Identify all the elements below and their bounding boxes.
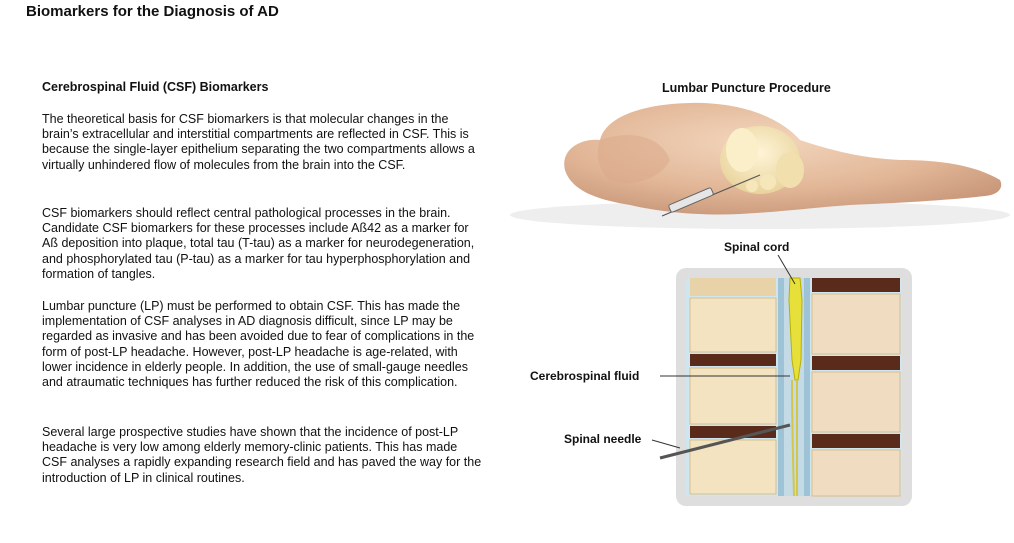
section-heading: Cerebrospinal Fluid (CSF) Biomarkers [42,80,269,94]
needle-leader [652,440,680,448]
label-spinal-cord: Spinal cord [724,240,790,254]
right-vertebrae [812,278,900,496]
label-csf: Cerebrospinal fluid [530,369,640,383]
label-spinal-needle: Spinal needle [564,432,642,446]
paragraph-3: Lumbar puncture (LP) must be performed to obtain CSF. This has made the implementation of CSF analyses in AD diagnosis difficult, since LP may be regarded as invasive and has been avoided due to fear of complications in the form of post-LP headache. However, post-LP headache is age-related, with lower incidence in elderly people. In addition, the use of small-gauge needles and atraumatic techniques has further reduced the risk of this complication. [42,299,475,390]
paragraph-2: CSF biomarkers should reflect central pathological processes in the brain. Candidate CSF biomarkers for these processes include Aß42 as a marker for Aß deposition into plaque, total tau (T-tau) as a marker for neurodegeneration, and phosphorylated tau (P-tau) as a marker for tau hyperphosphorylation and formation of tangles. [42,206,475,281]
left-vertebrae [690,278,776,494]
figure-title: Lumbar Puncture Procedure [662,81,831,95]
page-title: Biomarkers for the Diagnosis of AD [26,3,279,20]
paragraph-4: Several large prospective studies have shown that the incidence of post-LP headache is very low among elderly memory-clinic patients. This has made CSF analyses a rapidly expanding research field and has paved the way for the introduction of LP in clinical routines. [42,425,482,485]
paragraph-1: The theoretical basis for CSF biomarkers is that molecular changes in the brain’s extracellular and interstitial compartments are reflected in CSF. This is because the single-layer epithelium separating the two compartments allows a virtually unhindered flow of molecules from the brain into the CSF. [42,112,475,172]
